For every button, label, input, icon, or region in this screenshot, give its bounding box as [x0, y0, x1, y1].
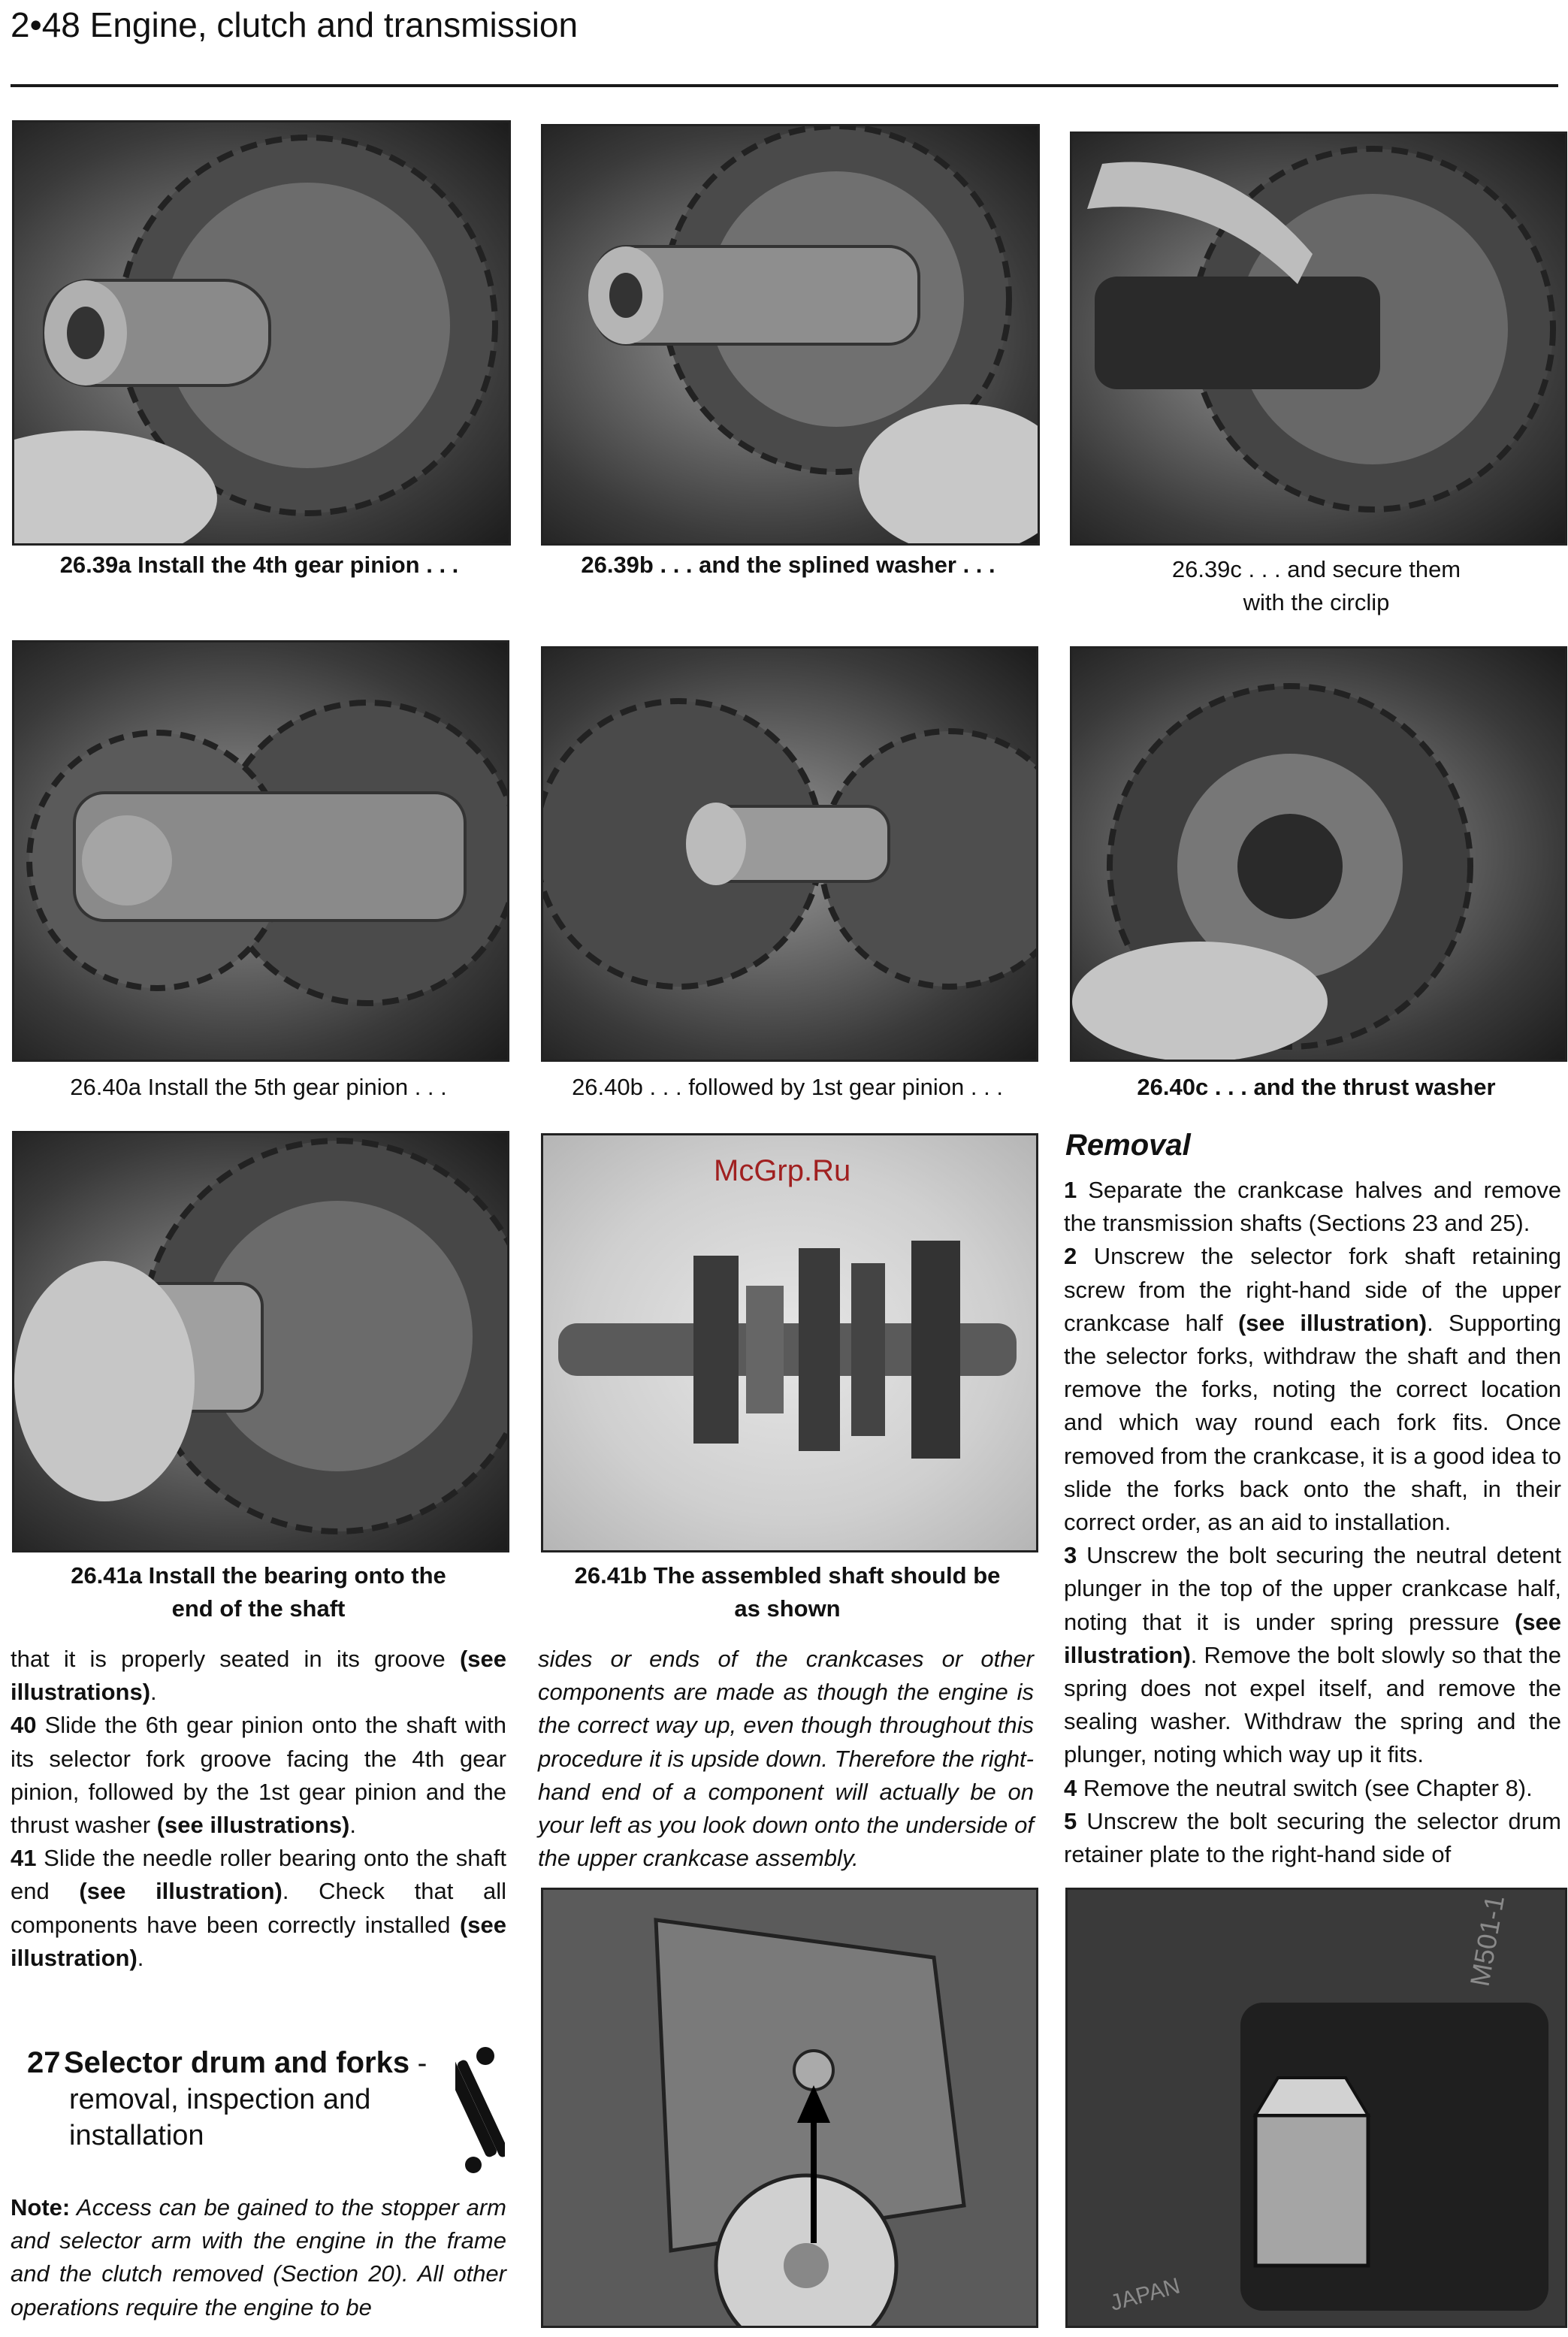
- step-number: 3: [1064, 1542, 1077, 1569]
- text-run: . Supporting the selector forks, withdraw the shaft and then remove the forks, noting the correct location and which way round each fork fits. Once removed from the crankcase, it is a good idea to slide the forks back onto the shaft, in their correct order, as an aid to installation.: [1064, 1309, 1562, 1536]
- photo-26-40b: [541, 646, 1038, 1062]
- caption-number: 26.41a: [71, 1562, 143, 1589]
- caption-26-40c: [1070, 1071, 1563, 1104]
- step-1: [1064, 1174, 1561, 1240]
- casting-mark-text: M501-1: [1464, 1893, 1511, 1989]
- step-3: [1064, 1539, 1561, 1771]
- text-run: that it is properly seated in its groove: [11, 1646, 460, 1672]
- note-paragraph: [11, 2191, 506, 2324]
- section-subtitle-line1: removal, inspection and: [69, 2084, 371, 2115]
- illustration-ref: (see illustration): [1064, 1608, 1561, 1668]
- step-number: 5: [1064, 1807, 1077, 1834]
- gear-illustration: [14, 642, 507, 1060]
- paragraph-40: [11, 1709, 506, 1842]
- crankcase-illustration: [543, 1890, 1036, 2326]
- caption-text: The assembled shaft should be: [653, 1562, 1001, 1589]
- text-run: . Check that all components have been correctly installed: [11, 1878, 506, 1938]
- photo-26-39a: [12, 120, 511, 546]
- column-2-text: [538, 1643, 1034, 1875]
- photo-26-40a: [12, 640, 509, 1062]
- illustration-ref: (see illustration): [11, 1911, 506, 1971]
- section-number: 27: [27, 2046, 61, 2079]
- caption-26-39b: [541, 549, 1035, 582]
- crankcase-illustration: [1068, 1890, 1565, 2326]
- difficulty-spanner-icon: [455, 2041, 505, 2176]
- caption-text: Install the bearing onto the: [148, 1562, 446, 1589]
- caption-text-line2: with the circlip: [1243, 589, 1390, 615]
- caption-number: 26.39a: [59, 552, 131, 578]
- caption-26-39a: [12, 549, 506, 582]
- photo-26-40c: [1070, 646, 1567, 1062]
- caption-text: Install the 5th gear pinion . . .: [147, 1074, 447, 1100]
- photo-26-39c: [1070, 132, 1567, 546]
- page-number: 2•48: [11, 5, 80, 44]
- column-3-text: [1064, 1174, 1561, 1871]
- section-dash: -: [409, 2048, 427, 2079]
- paragraph-41: [11, 1842, 506, 1975]
- gear-illustration: [14, 1133, 507, 1550]
- page-header: [11, 5, 578, 45]
- text-run: Separate the crankcase halves and remove the transmission shafts (Sections 23 and 25).: [1064, 1177, 1561, 1237]
- step-number: 2: [1064, 1243, 1077, 1270]
- caption-26-40b: [541, 1071, 1034, 1104]
- photo-26-41b: [541, 1133, 1038, 1552]
- photo-detent-bolt: [1065, 1888, 1567, 2328]
- step-number: 1: [1064, 1177, 1077, 1203]
- note-label: Note:: [11, 2194, 71, 2221]
- removal-heading: Removal: [1065, 1129, 1191, 1162]
- step-4: [1064, 1772, 1561, 1805]
- caption-number: 26.41b: [574, 1562, 648, 1589]
- paragraph-39-end: [11, 1643, 506, 1709]
- step-number: 40: [11, 1712, 37, 1739]
- photo-26-41a: [12, 1131, 509, 1552]
- section-subtitle-line2: installation: [69, 2120, 204, 2151]
- step-2: [1064, 1240, 1561, 1539]
- section-title: Selector drum and forks: [63, 2046, 410, 2079]
- illustration-ref: (see illustrations): [11, 1646, 506, 1706]
- caption-number: 26.39c: [1171, 556, 1242, 582]
- text-run: . Remove the bolt slowly so that the spring does not expel itself, and remove the sealing washer. Withdraw the spring and the plunger, noting which way up it fits.: [1064, 1641, 1561, 1768]
- text-run: Unscrew the bolt securing the neutral detent plunger in the top of the upper crankcase half, noting that it is under spring pressure: [1064, 1542, 1561, 1635]
- section-27-heading: [27, 2045, 448, 2154]
- column-1-text: [11, 1643, 506, 1975]
- watermark: McGrp.Ru: [714, 1154, 851, 1187]
- caption-text: . . . and the splined washer . . .: [660, 552, 995, 578]
- text-run: .: [137, 1944, 144, 1971]
- step-5: [1064, 1805, 1561, 1871]
- caption-number: 26.40c: [1137, 1074, 1209, 1100]
- caption-number: 26.39b: [581, 552, 654, 578]
- illustration-ref: (see illustrations): [156, 1812, 350, 1839]
- illustration-ref: (see illustration): [79, 1878, 282, 1905]
- caption-26-40a: [12, 1071, 505, 1104]
- gear-illustration: [1072, 134, 1565, 543]
- photo-crankcase-screw: [541, 1888, 1038, 2328]
- text-run: Slide the needle roller bearing onto the shaft end: [11, 1845, 506, 1905]
- text-run: Slide the 6th gear pinion onto the shaft with its selector fork groove facing the 4th gear pinion, followed by the 1st gear pinion and the thrust washer: [11, 1712, 506, 1839]
- gear-illustration: [543, 648, 1036, 1060]
- step-number: 41: [11, 1845, 37, 1872]
- caption-text: . . . followed by 1st gear pinion . . .: [649, 1074, 1003, 1100]
- text-run: .: [150, 1679, 157, 1706]
- text-run: Unscrew the bolt securing the selector drum retainer plate to the right-hand side of: [1064, 1807, 1561, 1868]
- step-number: 4: [1064, 1774, 1077, 1801]
- chapter-title: Engine, clutch and transmission: [89, 5, 579, 44]
- photo-26-39b: [541, 124, 1040, 546]
- gear-illustration: [1072, 648, 1565, 1060]
- gear-illustration: [14, 122, 509, 543]
- header-rule: [11, 84, 1558, 87]
- text-run: .: [349, 1812, 357, 1839]
- gear-illustration: [543, 126, 1038, 543]
- caption-number: 26.40b: [572, 1074, 643, 1100]
- illustration-ref: (see illustration): [1237, 1309, 1428, 1336]
- text-run: Unscrew the selector fork shaft retaining screw from the right-hand side of the upper crankcase half: [1064, 1243, 1561, 1336]
- caption-text: . . . and the thrust washer: [1214, 1074, 1496, 1100]
- caption-text: Install the 4th gear pinion . . .: [137, 552, 459, 578]
- caption-text: . . . and secure them: [1248, 556, 1461, 582]
- text-run: Remove the neutral switch (see Chapter 8).: [1077, 1774, 1533, 1801]
- casting-mark-text: JAPAN: [1107, 2273, 1183, 2316]
- italic-paragraph: sides or ends of the crankcases or other components are made as though the engine is the correct way up, even though throughout this procedure it is upside down. Therefore the right-hand end of a component will actually be on your left as you look down onto the underside of the upper crankcase assembly.: [538, 1646, 1034, 1872]
- caption-number: 26.40a: [70, 1074, 142, 1100]
- caption-text-line2: as shown: [734, 1595, 841, 1622]
- note-text: Access can be gained to the stopper arm and selector arm with the engine in the frame and the clutch removed (Section 20). All other operations require the engine to be: [11, 2194, 506, 2320]
- caption-text-line2: end of the shaft: [171, 1595, 346, 1622]
- caption-26-41a: [12, 1559, 505, 1625]
- shaft-illustration: [543, 1135, 1036, 1550]
- caption-26-39c: [1070, 553, 1563, 619]
- caption-26-41b: [541, 1559, 1034, 1625]
